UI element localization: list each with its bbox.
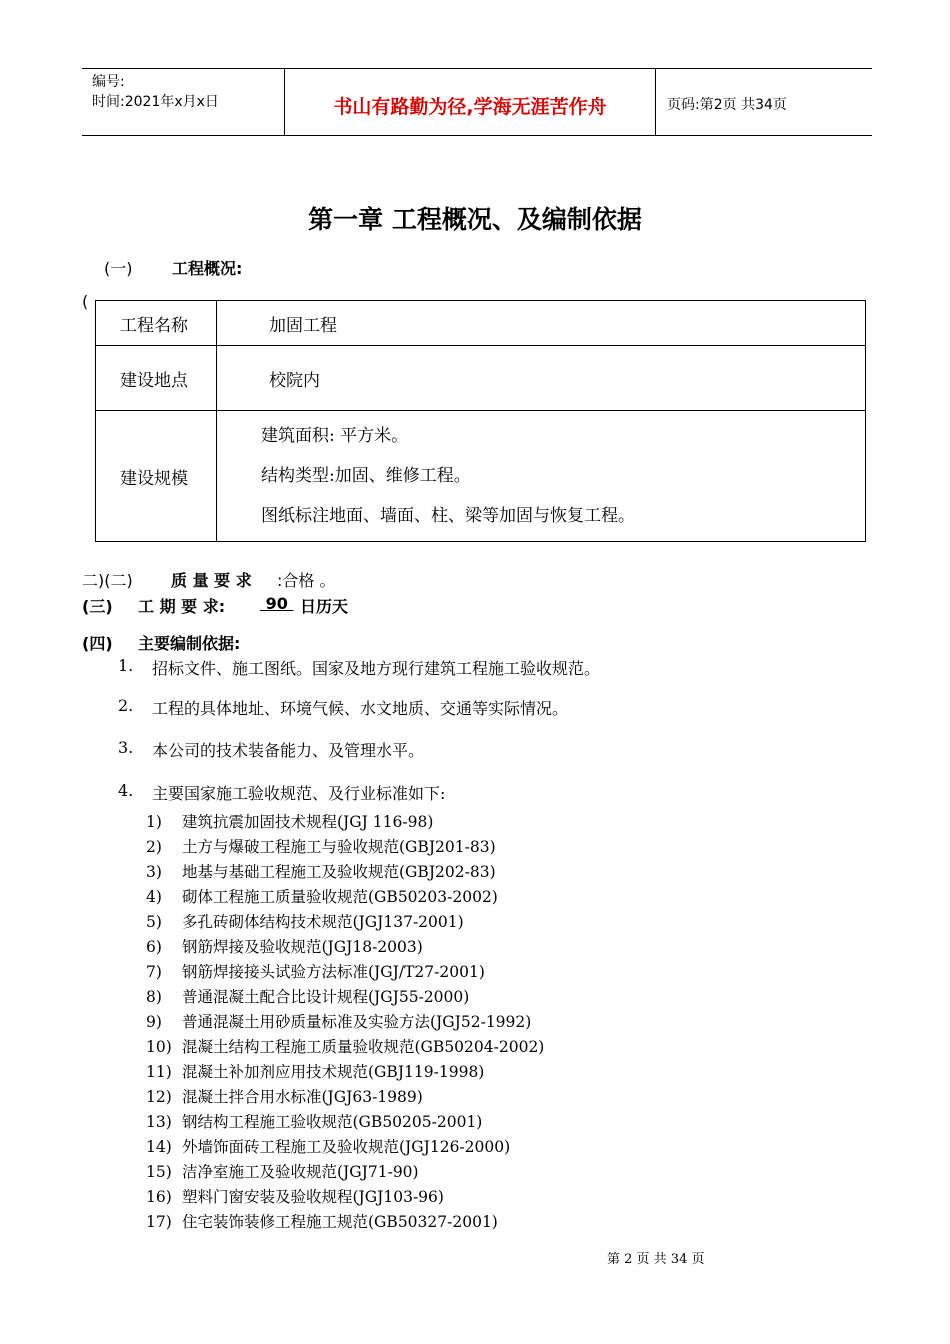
scale-line-structure: 结构类型:加固、维修工程。 bbox=[261, 466, 471, 486]
chapter-title: 第一章 工程概况、及编制依据 bbox=[308, 205, 642, 234]
table-row bbox=[96, 301, 866, 346]
item-text: 混凝土拌合用水标准(JGJ63-1989) bbox=[182, 1088, 423, 1106]
section1-title: 工程概况: bbox=[172, 259, 243, 278]
list-item bbox=[146, 1185, 544, 1210]
header-page-label: 页码:第2页 共34页 bbox=[667, 97, 787, 113]
basis-number: 1. bbox=[118, 656, 134, 675]
item-number: 17) bbox=[146, 1213, 172, 1231]
item-number: 12) bbox=[146, 1088, 172, 1106]
scale-line-area: 建筑面积: 平方米。 bbox=[261, 426, 409, 446]
table-row bbox=[96, 411, 866, 542]
basis-text: 招标文件、施工图纸。国家及地方现行建筑工程施工验收规范。 bbox=[152, 659, 601, 678]
basis-number: 2. bbox=[118, 696, 134, 715]
item-number: 6) bbox=[146, 938, 162, 956]
item-text: 洁净室施工及验收规范(JGJ71-90) bbox=[182, 1163, 419, 1181]
basis-text: 主要国家施工验收规范、及行业标准如下: bbox=[152, 784, 446, 803]
scale-cell bbox=[217, 411, 866, 542]
item-number: 14) bbox=[146, 1138, 172, 1156]
item-number: 16) bbox=[146, 1188, 172, 1206]
list-item bbox=[146, 960, 544, 985]
section1-number: (一) bbox=[104, 259, 133, 278]
list-item bbox=[146, 860, 544, 885]
table-row bbox=[96, 346, 866, 411]
item-text: 多孔砖砌体结构技术规范(JGJ137-2001) bbox=[182, 913, 464, 931]
item-text: 住宅装饰装修工程施工规范(GB50327-2001) bbox=[182, 1213, 498, 1231]
list-item bbox=[146, 1085, 544, 1110]
list-item bbox=[146, 1210, 544, 1235]
section3-unit: 日历天 bbox=[300, 597, 349, 616]
basis-number: 4. bbox=[118, 781, 134, 800]
item-text: 混凝土结构工程施工质量验收规范(GB50204-2002) bbox=[182, 1038, 545, 1056]
basis-text: 工程的具体地址、环境气候、水文地质、交通等实际情况。 bbox=[152, 699, 569, 718]
item-text: 土方与爆破工程施工与验收规范(GBJ201-83) bbox=[182, 838, 496, 856]
row-label: 建设地点 bbox=[96, 346, 217, 411]
page-footer: 第 2 页 共 34 页 bbox=[607, 1252, 705, 1267]
list-item bbox=[146, 1060, 544, 1085]
section2-title: 质 量 要 求 bbox=[171, 571, 252, 590]
scale-line-scope: 图纸标注地面、墙面、柱、梁等加固与恢复工程。 bbox=[261, 506, 635, 526]
item-number: 7) bbox=[146, 963, 162, 981]
stray-paren: ( bbox=[82, 292, 89, 311]
item-number: 10) bbox=[146, 1038, 172, 1056]
item-text: 建筑抗震加固技术规程(JGJ 116-98) bbox=[182, 813, 434, 831]
item-text: 外墙饰面砖工程施工及验收规范(JGJ126-2000) bbox=[182, 1138, 511, 1156]
list-item bbox=[146, 1110, 544, 1135]
item-number: 3) bbox=[146, 863, 162, 881]
item-text: 混凝土补加剂应用技术规范(GBJ119-1998) bbox=[182, 1063, 485, 1081]
item-text: 钢结构工程施工验收规范(GB50205-2001) bbox=[182, 1113, 483, 1131]
item-text: 地基与基础工程施工及验收规范(GBJ202-83) bbox=[182, 863, 496, 881]
header-number-label: 编号: bbox=[92, 74, 125, 90]
section3-number: (三) bbox=[82, 597, 113, 616]
list-item bbox=[146, 935, 544, 960]
row-label: 建设规模 bbox=[96, 411, 217, 542]
item-text: 砌体工程施工质量验收规范(GB50203-2002) bbox=[182, 888, 498, 906]
header-time-label: 时间:2021年x月x日 bbox=[92, 94, 219, 110]
list-item bbox=[146, 910, 544, 935]
item-text: 塑料门窗安装及验收规程(JGJ103-96) bbox=[182, 1188, 444, 1206]
list-item bbox=[146, 1035, 544, 1060]
list-item bbox=[146, 885, 544, 910]
standards-list bbox=[146, 810, 544, 1235]
basis-text: 本公司的技术装备能力、及管理水平。 bbox=[152, 741, 425, 760]
section3-title: 工 期 要 求: bbox=[138, 597, 226, 616]
list-item bbox=[146, 810, 544, 835]
item-number: 5) bbox=[146, 913, 162, 931]
section4-number: (四) bbox=[82, 634, 113, 653]
row-value: 校院内 bbox=[217, 346, 866, 411]
item-text: 普通混凝土配合比设计规程(JGJ55-2000) bbox=[182, 988, 470, 1006]
list-item bbox=[146, 1135, 544, 1160]
item-text: 钢筋焊接接头试验方法标准(JGJ/T27-2001) bbox=[182, 963, 485, 981]
header-motto: 书山有路勤为径,学海无涯苦作舟 bbox=[333, 96, 607, 118]
project-info-table bbox=[95, 300, 866, 542]
row-label: 工程名称 bbox=[96, 301, 217, 346]
item-text: 钢筋焊接及验收规范(JGJ18-2003) bbox=[182, 938, 423, 956]
section2-prefix: 二)(二) bbox=[82, 571, 133, 590]
item-number: 11) bbox=[146, 1063, 172, 1081]
basis-number: 3. bbox=[118, 738, 134, 757]
item-number: 2) bbox=[146, 838, 162, 856]
section3-days: 90 bbox=[260, 594, 294, 613]
item-text: 普通混凝土用砂质量标准及实验方法(JGJ52-1992) bbox=[182, 1013, 532, 1031]
section2-value: :合格 。 bbox=[277, 571, 336, 590]
item-number: 9) bbox=[146, 1013, 162, 1031]
list-item bbox=[146, 985, 544, 1010]
list-item bbox=[146, 835, 544, 860]
section4-title: 主要编制依据: bbox=[138, 634, 241, 653]
item-number: 4) bbox=[146, 888, 162, 906]
list-item bbox=[146, 1010, 544, 1035]
item-number: 8) bbox=[146, 988, 162, 1006]
row-value: 加固工程 bbox=[217, 301, 866, 346]
item-number: 1) bbox=[146, 813, 162, 831]
item-number: 15) bbox=[146, 1163, 172, 1181]
item-number: 13) bbox=[146, 1113, 172, 1131]
list-item bbox=[146, 1160, 544, 1185]
